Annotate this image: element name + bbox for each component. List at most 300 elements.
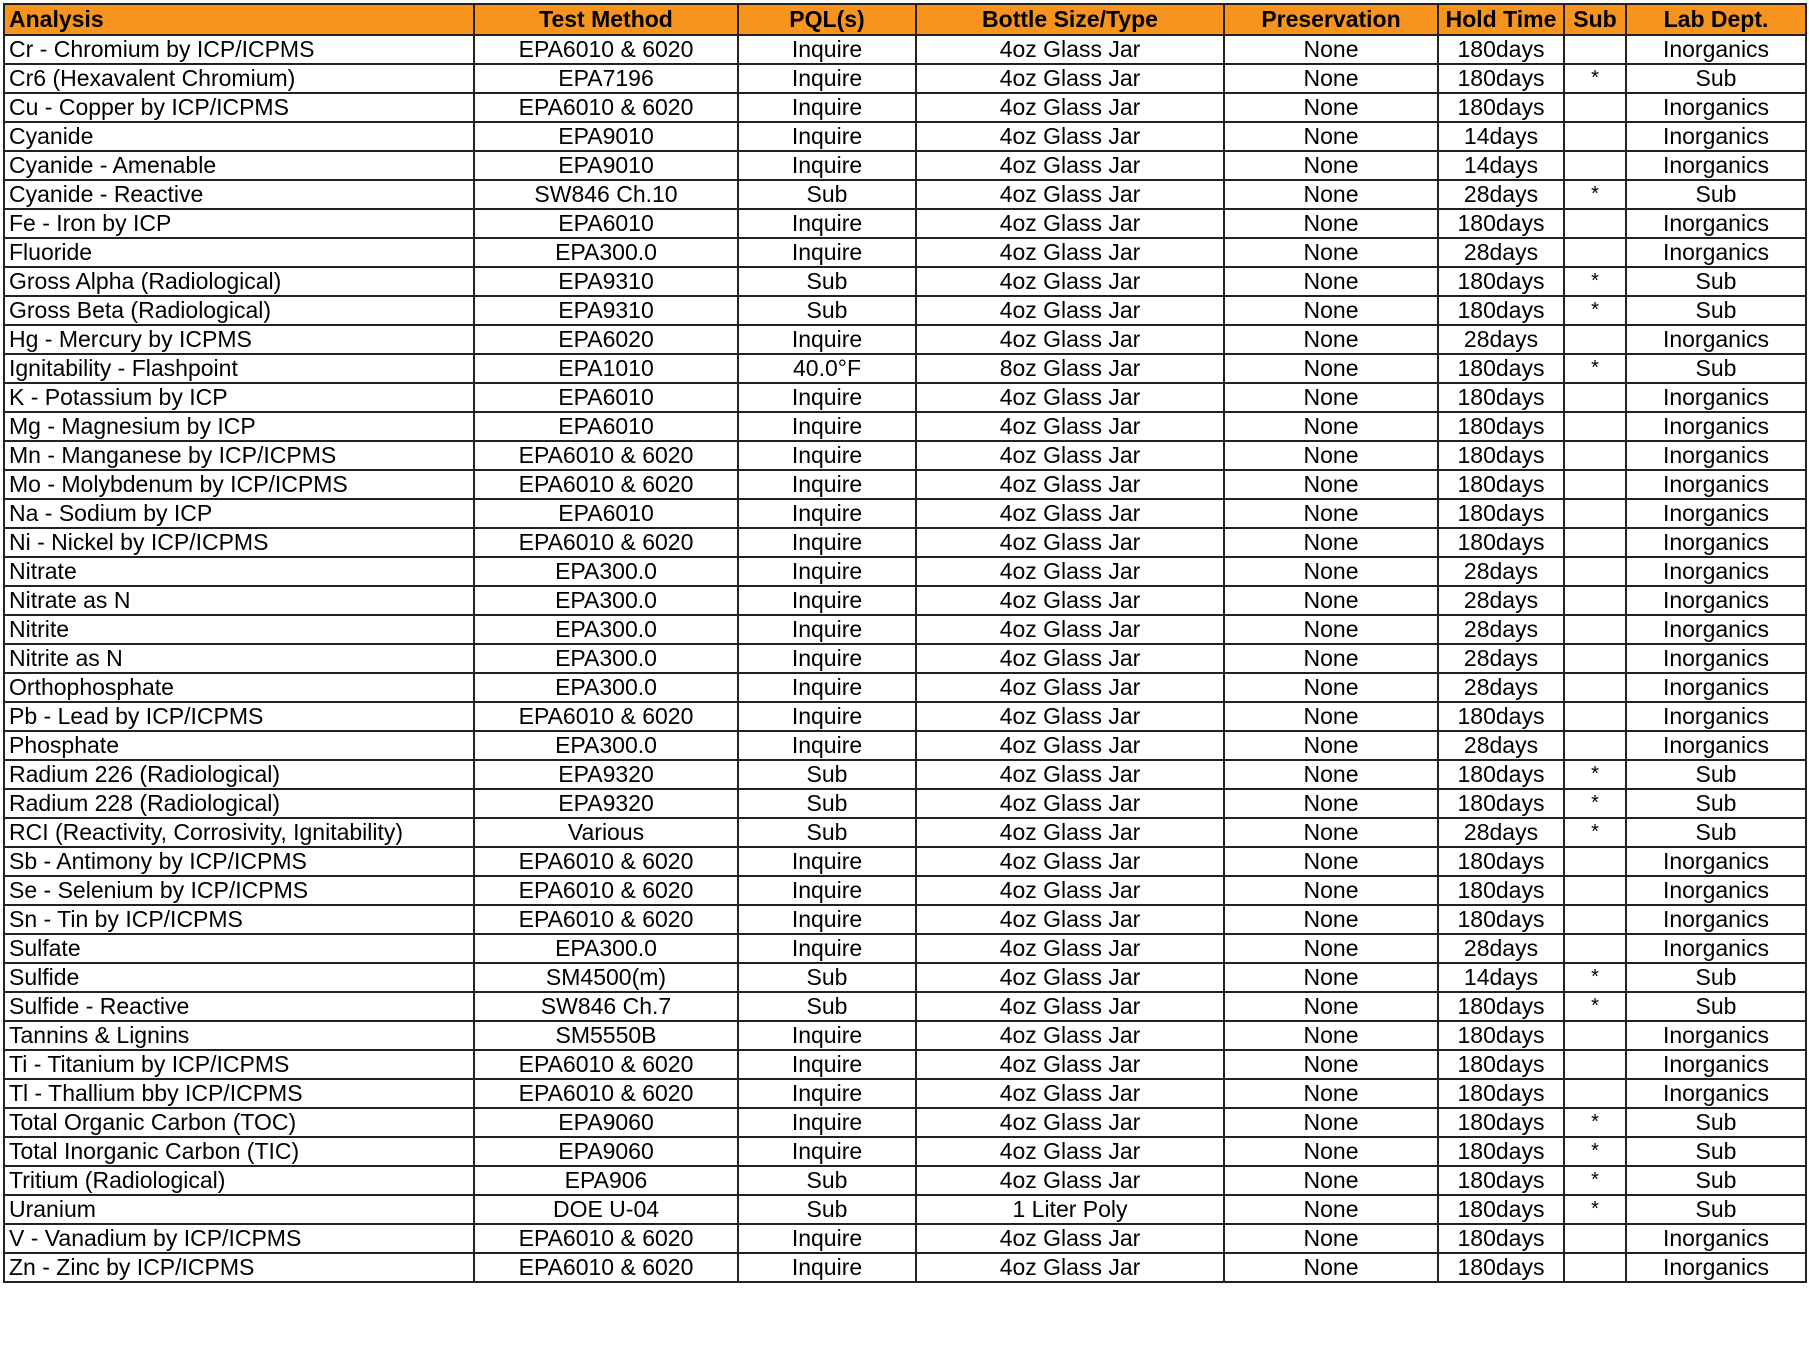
sub-cell: [1564, 586, 1626, 615]
bottle-cell: 4oz Glass Jar: [916, 1137, 1224, 1166]
hold-time-cell: 14days: [1438, 122, 1564, 151]
test-method-cell: EPA300.0: [474, 586, 738, 615]
lab-dept-cell: Inorganics: [1626, 644, 1806, 673]
pql-cell: Inquire: [738, 905, 916, 934]
bottle-cell: 4oz Glass Jar: [916, 876, 1224, 905]
sub-cell: [1564, 151, 1626, 180]
table-row: [4, 499, 1806, 528]
hold-time-cell: 28days: [1438, 673, 1564, 702]
analysis-cell: Tannins & Lignins: [4, 1021, 474, 1050]
bottle-cell: 4oz Glass Jar: [916, 789, 1224, 818]
preservation-cell: None: [1224, 499, 1438, 528]
test-method-cell: EPA6010 & 6020: [474, 1224, 738, 1253]
pql-cell: Sub: [738, 789, 916, 818]
hold-time-cell: 180days: [1438, 1166, 1564, 1195]
lab-dept-cell: Inorganics: [1626, 1253, 1806, 1282]
sub-cell: *: [1564, 64, 1626, 93]
analysis-cell: Gross Beta (Radiological): [4, 296, 474, 325]
hold-time-cell: 180days: [1438, 528, 1564, 557]
table-row: [4, 35, 1806, 64]
column-header-hold-time: Hold Time: [1438, 4, 1564, 35]
hold-time-cell: 28days: [1438, 731, 1564, 760]
lab-dept-cell: Inorganics: [1626, 122, 1806, 151]
test-method-cell: SW846 Ch.10: [474, 180, 738, 209]
preservation-cell: None: [1224, 35, 1438, 64]
lab-dept-cell: Inorganics: [1626, 1021, 1806, 1050]
bottle-cell: 4oz Glass Jar: [916, 934, 1224, 963]
lab-dept-cell: Sub: [1626, 1195, 1806, 1224]
preservation-cell: None: [1224, 1166, 1438, 1195]
hold-time-cell: 28days: [1438, 180, 1564, 209]
lab-dept-cell: Inorganics: [1626, 151, 1806, 180]
bottle-cell: 4oz Glass Jar: [916, 93, 1224, 122]
sub-cell: *: [1564, 992, 1626, 1021]
lab-dept-cell: Sub: [1626, 267, 1806, 296]
test-method-cell: EPA1010: [474, 354, 738, 383]
table-row: [4, 238, 1806, 267]
pql-cell: Inquire: [738, 470, 916, 499]
sub-cell: [1564, 528, 1626, 557]
bottle-cell: 4oz Glass Jar: [916, 64, 1224, 93]
test-method-cell: EPA6010 & 6020: [474, 702, 738, 731]
hold-time-cell: 180days: [1438, 1253, 1564, 1282]
sub-cell: [1564, 1253, 1626, 1282]
lab-dept-cell: Inorganics: [1626, 934, 1806, 963]
table-body: [4, 35, 1806, 1282]
analysis-table: [3, 3, 1807, 1283]
hold-time-cell: 28days: [1438, 325, 1564, 354]
table-row: [4, 180, 1806, 209]
pql-cell: Inquire: [738, 673, 916, 702]
pql-cell: Sub: [738, 1195, 916, 1224]
column-header-test-method: Test Method: [474, 4, 738, 35]
sub-cell: *: [1564, 180, 1626, 209]
pql-cell: Inquire: [738, 586, 916, 615]
preservation-cell: None: [1224, 383, 1438, 412]
bottle-cell: 4oz Glass Jar: [916, 499, 1224, 528]
preservation-cell: None: [1224, 528, 1438, 557]
table-row: [4, 702, 1806, 731]
table-row: [4, 1166, 1806, 1195]
sub-cell: *: [1564, 789, 1626, 818]
preservation-cell: None: [1224, 1021, 1438, 1050]
bottle-cell: 4oz Glass Jar: [916, 760, 1224, 789]
table-row: [4, 615, 1806, 644]
bottle-cell: 8oz Glass Jar: [916, 354, 1224, 383]
preservation-cell: None: [1224, 963, 1438, 992]
analysis-cell: Cr - Chromium by ICP/ICPMS: [4, 35, 474, 64]
analysis-cell: Total Inorganic Carbon (TIC): [4, 1137, 474, 1166]
lab-dept-cell: Sub: [1626, 760, 1806, 789]
sub-cell: *: [1564, 818, 1626, 847]
analysis-cell: Ti - Titanium by ICP/ICPMS: [4, 1050, 474, 1079]
analysis-cell: Na - Sodium by ICP: [4, 499, 474, 528]
hold-time-cell: 180days: [1438, 412, 1564, 441]
test-method-cell: EPA6010 & 6020: [474, 905, 738, 934]
lab-dept-cell: Sub: [1626, 992, 1806, 1021]
analysis-cell: Zn - Zinc by ICP/ICPMS: [4, 1253, 474, 1282]
lab-dept-cell: Inorganics: [1626, 1079, 1806, 1108]
test-method-cell: EPA6010 & 6020: [474, 441, 738, 470]
test-method-cell: EPA9310: [474, 267, 738, 296]
pql-cell: Sub: [738, 267, 916, 296]
analysis-cell: Cu - Copper by ICP/ICPMS: [4, 93, 474, 122]
pql-cell: Inquire: [738, 1021, 916, 1050]
analysis-cell: Cyanide: [4, 122, 474, 151]
hold-time-cell: 180days: [1438, 1195, 1564, 1224]
analysis-cell: Phosphate: [4, 731, 474, 760]
pql-cell: Inquire: [738, 1079, 916, 1108]
preservation-cell: None: [1224, 876, 1438, 905]
table-row: [4, 470, 1806, 499]
test-method-cell: EPA300.0: [474, 615, 738, 644]
analysis-cell: Tl - Thallium bby ICP/ICPMS: [4, 1079, 474, 1108]
test-method-cell: EPA300.0: [474, 731, 738, 760]
bottle-cell: 4oz Glass Jar: [916, 35, 1224, 64]
preservation-cell: None: [1224, 731, 1438, 760]
table-row: [4, 644, 1806, 673]
analysis-cell: Radium 228 (Radiological): [4, 789, 474, 818]
test-method-cell: EPA6010 & 6020: [474, 1050, 738, 1079]
hold-time-cell: 180days: [1438, 702, 1564, 731]
lab-dept-cell: Inorganics: [1626, 673, 1806, 702]
bottle-cell: 4oz Glass Jar: [916, 470, 1224, 499]
pql-cell: Inquire: [738, 209, 916, 238]
preservation-cell: None: [1224, 64, 1438, 93]
preservation-cell: None: [1224, 325, 1438, 354]
table-row: [4, 586, 1806, 615]
pql-cell: Inquire: [738, 1108, 916, 1137]
test-method-cell: EPA300.0: [474, 557, 738, 586]
sub-cell: [1564, 702, 1626, 731]
bottle-cell: 4oz Glass Jar: [916, 151, 1224, 180]
lab-dept-cell: Inorganics: [1626, 905, 1806, 934]
table-row: [4, 934, 1806, 963]
lab-dept-cell: Inorganics: [1626, 528, 1806, 557]
preservation-cell: None: [1224, 1195, 1438, 1224]
lab-dept-cell: Inorganics: [1626, 586, 1806, 615]
table-row: [4, 151, 1806, 180]
test-method-cell: EPA7196: [474, 64, 738, 93]
pql-cell: Inquire: [738, 1137, 916, 1166]
hold-time-cell: 180days: [1438, 499, 1564, 528]
bottle-cell: 4oz Glass Jar: [916, 615, 1224, 644]
lab-dept-cell: Sub: [1626, 1166, 1806, 1195]
table-row: [4, 354, 1806, 383]
pql-cell: Inquire: [738, 731, 916, 760]
hold-time-cell: 180days: [1438, 1224, 1564, 1253]
lab-dept-cell: Inorganics: [1626, 499, 1806, 528]
analysis-cell: Fe - Iron by ICP: [4, 209, 474, 238]
column-header-analysis: Analysis: [4, 4, 474, 35]
column-header-sub: Sub: [1564, 4, 1626, 35]
preservation-cell: None: [1224, 934, 1438, 963]
lab-dept-cell: Inorganics: [1626, 615, 1806, 644]
bottle-cell: 4oz Glass Jar: [916, 1108, 1224, 1137]
hold-time-cell: 180days: [1438, 1079, 1564, 1108]
preservation-cell: None: [1224, 1108, 1438, 1137]
header-row: [4, 4, 1806, 35]
test-method-cell: SM4500(m): [474, 963, 738, 992]
analysis-cell: RCI (Reactivity, Corrosivity, Ignitability): [4, 818, 474, 847]
bottle-cell: 4oz Glass Jar: [916, 818, 1224, 847]
test-method-cell: EPA906: [474, 1166, 738, 1195]
analysis-cell: Radium 226 (Radiological): [4, 760, 474, 789]
table-row: [4, 905, 1806, 934]
analysis-cell: Sulfide - Reactive: [4, 992, 474, 1021]
bottle-cell: 4oz Glass Jar: [916, 528, 1224, 557]
pql-cell: Sub: [738, 963, 916, 992]
table-row: [4, 992, 1806, 1021]
sub-cell: [1564, 499, 1626, 528]
preservation-cell: None: [1224, 1050, 1438, 1079]
analysis-cell: Fluoride: [4, 238, 474, 267]
preservation-cell: None: [1224, 615, 1438, 644]
lab-dept-cell: Inorganics: [1626, 209, 1806, 238]
hold-time-cell: 180days: [1438, 760, 1564, 789]
sub-cell: [1564, 209, 1626, 238]
pql-cell: Inquire: [738, 1224, 916, 1253]
sub-cell: [1564, 876, 1626, 905]
table-row: [4, 93, 1806, 122]
test-method-cell: EPA6010 & 6020: [474, 876, 738, 905]
bottle-cell: 4oz Glass Jar: [916, 702, 1224, 731]
analysis-cell: Cyanide - Reactive: [4, 180, 474, 209]
hold-time-cell: 28days: [1438, 238, 1564, 267]
analysis-cell: Gross Alpha (Radiological): [4, 267, 474, 296]
preservation-cell: None: [1224, 412, 1438, 441]
preservation-cell: None: [1224, 847, 1438, 876]
lab-dept-cell: Inorganics: [1626, 1050, 1806, 1079]
hold-time-cell: 180days: [1438, 1137, 1564, 1166]
lab-dept-cell: Sub: [1626, 818, 1806, 847]
hold-time-cell: 180days: [1438, 1108, 1564, 1137]
lab-dept-cell: Inorganics: [1626, 412, 1806, 441]
bottle-cell: 4oz Glass Jar: [916, 1166, 1224, 1195]
preservation-cell: None: [1224, 296, 1438, 325]
sub-cell: *: [1564, 760, 1626, 789]
test-method-cell: EPA9320: [474, 789, 738, 818]
bottle-cell: 4oz Glass Jar: [916, 586, 1224, 615]
pql-cell: Inquire: [738, 35, 916, 64]
sub-cell: [1564, 644, 1626, 673]
test-method-cell: EPA9310: [474, 296, 738, 325]
lab-dept-cell: Inorganics: [1626, 325, 1806, 354]
test-method-cell: EPA9060: [474, 1137, 738, 1166]
hold-time-cell: 180days: [1438, 354, 1564, 383]
table-row: [4, 209, 1806, 238]
bottle-cell: 4oz Glass Jar: [916, 1050, 1224, 1079]
preservation-cell: None: [1224, 93, 1438, 122]
test-method-cell: DOE U-04: [474, 1195, 738, 1224]
sub-cell: [1564, 905, 1626, 934]
analysis-cell: Orthophosphate: [4, 673, 474, 702]
sub-cell: [1564, 847, 1626, 876]
hold-time-cell: 180days: [1438, 93, 1564, 122]
bottle-cell: 4oz Glass Jar: [916, 673, 1224, 702]
lab-dept-cell: Sub: [1626, 789, 1806, 818]
table-row: [4, 760, 1806, 789]
hold-time-cell: 180days: [1438, 847, 1564, 876]
column-header-preservation: Preservation: [1224, 4, 1438, 35]
test-method-cell: EPA9320: [474, 760, 738, 789]
sub-cell: [1564, 1079, 1626, 1108]
lab-dept-cell: Sub: [1626, 1137, 1806, 1166]
analysis-cell: Sn - Tin by ICP/ICPMS: [4, 905, 474, 934]
sub-cell: [1564, 35, 1626, 64]
analysis-cell: Nitrate: [4, 557, 474, 586]
sub-cell: [1564, 731, 1626, 760]
table-row: [4, 412, 1806, 441]
pql-cell: Inquire: [738, 615, 916, 644]
analysis-cell: Cyanide - Amenable: [4, 151, 474, 180]
pql-cell: Inquire: [738, 441, 916, 470]
pql-cell: Inquire: [738, 528, 916, 557]
table-row: [4, 64, 1806, 93]
pql-cell: Inquire: [738, 1253, 916, 1282]
preservation-cell: None: [1224, 586, 1438, 615]
sub-cell: [1564, 615, 1626, 644]
test-method-cell: EPA6010: [474, 209, 738, 238]
sub-cell: [1564, 557, 1626, 586]
column-header-bottle-size-type: Bottle Size/Type: [916, 4, 1224, 35]
sub-cell: [1564, 673, 1626, 702]
bottle-cell: 4oz Glass Jar: [916, 122, 1224, 151]
column-header-lab-dept: Lab Dept.: [1626, 4, 1806, 35]
preservation-cell: None: [1224, 441, 1438, 470]
sub-cell: [1564, 238, 1626, 267]
hold-time-cell: 180days: [1438, 470, 1564, 499]
test-method-cell: EPA6010: [474, 412, 738, 441]
hold-time-cell: 180days: [1438, 1021, 1564, 1050]
test-method-cell: EPA6020: [474, 325, 738, 354]
hold-time-cell: 14days: [1438, 151, 1564, 180]
preservation-cell: None: [1224, 470, 1438, 499]
preservation-cell: None: [1224, 1253, 1438, 1282]
sub-cell: [1564, 122, 1626, 151]
bottle-cell: 4oz Glass Jar: [916, 296, 1224, 325]
analysis-cell: Sulfide: [4, 963, 474, 992]
lab-dept-cell: Inorganics: [1626, 731, 1806, 760]
lab-dept-cell: Sub: [1626, 296, 1806, 325]
test-method-cell: EPA9060: [474, 1108, 738, 1137]
bottle-cell: 4oz Glass Jar: [916, 238, 1224, 267]
pql-cell: Inquire: [738, 238, 916, 267]
bottle-cell: 4oz Glass Jar: [916, 441, 1224, 470]
preservation-cell: None: [1224, 1224, 1438, 1253]
preservation-cell: None: [1224, 122, 1438, 151]
sub-cell: [1564, 470, 1626, 499]
preservation-cell: None: [1224, 789, 1438, 818]
pql-cell: Inquire: [738, 644, 916, 673]
sub-cell: [1564, 412, 1626, 441]
hold-time-cell: 180days: [1438, 992, 1564, 1021]
test-method-cell: EPA300.0: [474, 644, 738, 673]
pql-cell: Inquire: [738, 325, 916, 354]
pql-cell: Sub: [738, 296, 916, 325]
table-row: [4, 1021, 1806, 1050]
bottle-cell: 4oz Glass Jar: [916, 1021, 1224, 1050]
analysis-cell: Mg - Magnesium by ICP: [4, 412, 474, 441]
sub-cell: *: [1564, 296, 1626, 325]
hold-time-cell: 28days: [1438, 818, 1564, 847]
hold-time-cell: 180days: [1438, 905, 1564, 934]
sub-cell: [1564, 93, 1626, 122]
preservation-cell: None: [1224, 354, 1438, 383]
lab-dept-cell: Inorganics: [1626, 847, 1806, 876]
bottle-cell: 4oz Glass Jar: [916, 1253, 1224, 1282]
pql-cell: Sub: [738, 992, 916, 1021]
table-row: [4, 267, 1806, 296]
sub-cell: *: [1564, 1137, 1626, 1166]
test-method-cell: EPA6010 & 6020: [474, 1253, 738, 1282]
lab-dept-cell: Inorganics: [1626, 557, 1806, 586]
lab-dept-cell: Sub: [1626, 1108, 1806, 1137]
analysis-cell: Ignitability - Flashpoint: [4, 354, 474, 383]
analysis-cell: K - Potassium by ICP: [4, 383, 474, 412]
lab-dept-cell: Sub: [1626, 64, 1806, 93]
preservation-cell: None: [1224, 180, 1438, 209]
preservation-cell: None: [1224, 760, 1438, 789]
table-row: [4, 1050, 1806, 1079]
preservation-cell: None: [1224, 818, 1438, 847]
analysis-cell: Se - Selenium by ICP/ICPMS: [4, 876, 474, 905]
analysis-cell: Cr6 (Hexavalent Chromium): [4, 64, 474, 93]
table-row: [4, 818, 1806, 847]
test-method-cell: EPA6010 & 6020: [474, 470, 738, 499]
analysis-cell: Total Organic Carbon (TOC): [4, 1108, 474, 1137]
pql-cell: Inquire: [738, 934, 916, 963]
hold-time-cell: 180days: [1438, 876, 1564, 905]
test-method-cell: Various: [474, 818, 738, 847]
sub-cell: [1564, 383, 1626, 412]
pql-cell: Sub: [738, 1166, 916, 1195]
hold-time-cell: 28days: [1438, 615, 1564, 644]
test-method-cell: EPA9010: [474, 151, 738, 180]
table-row: [4, 122, 1806, 151]
bottle-cell: 4oz Glass Jar: [916, 847, 1224, 876]
sub-cell: *: [1564, 963, 1626, 992]
table-header: [4, 4, 1806, 35]
analysis-cell: Nitrite: [4, 615, 474, 644]
table-row: [4, 1253, 1806, 1282]
lab-dept-cell: Inorganics: [1626, 93, 1806, 122]
pql-cell: Inquire: [738, 93, 916, 122]
preservation-cell: None: [1224, 992, 1438, 1021]
table-row: [4, 963, 1806, 992]
test-method-cell: EPA300.0: [474, 238, 738, 267]
hold-time-cell: 180days: [1438, 267, 1564, 296]
pql-cell: Inquire: [738, 383, 916, 412]
sub-cell: [1564, 1021, 1626, 1050]
sub-cell: *: [1564, 1195, 1626, 1224]
test-method-cell: EPA6010 & 6020: [474, 1079, 738, 1108]
test-method-cell: EPA300.0: [474, 934, 738, 963]
test-method-cell: EPA6010: [474, 383, 738, 412]
pql-cell: Inquire: [738, 702, 916, 731]
lab-dept-cell: Sub: [1626, 180, 1806, 209]
test-method-cell: EPA6010 & 6020: [474, 528, 738, 557]
lab-dept-cell: Inorganics: [1626, 702, 1806, 731]
column-header-pql: PQL(s): [738, 4, 916, 35]
test-method-cell: EPA6010 & 6020: [474, 847, 738, 876]
table-row: [4, 1108, 1806, 1137]
preservation-cell: None: [1224, 238, 1438, 267]
table-row: [4, 441, 1806, 470]
pql-cell: Inquire: [738, 557, 916, 586]
analysis-cell: Sulfate: [4, 934, 474, 963]
analysis-cell: Sb - Antimony by ICP/ICPMS: [4, 847, 474, 876]
